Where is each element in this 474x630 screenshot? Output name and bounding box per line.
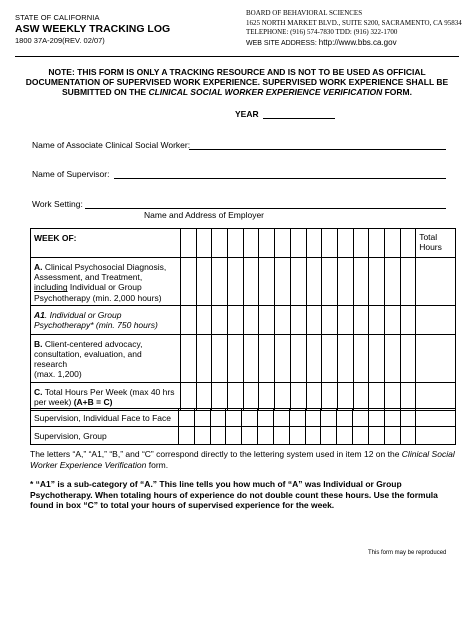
week-of-row: [31, 229, 456, 258]
week-cell[interactable]: [259, 229, 275, 258]
hours-cell[interactable]: [322, 305, 338, 334]
hours-cell[interactable]: [289, 427, 305, 445]
row-c-text-2: per week): [34, 396, 74, 407]
row-a-label-line-3: [34, 282, 177, 292]
hours-cell[interactable]: [384, 305, 400, 334]
hours-cell[interactable]: [400, 334, 416, 382]
hours-cell[interactable]: [226, 409, 242, 427]
row-b: [31, 334, 456, 382]
week-cell[interactable]: [181, 229, 197, 258]
form-number-code: 1800 37A-209: [15, 36, 63, 45]
hours-cell[interactable]: [243, 334, 259, 382]
hours-cell[interactable]: [228, 382, 244, 410]
hours-cell[interactable]: [259, 382, 275, 410]
week-cell[interactable]: [384, 229, 400, 258]
hours-cell[interactable]: [368, 409, 384, 427]
hours-cell[interactable]: [212, 334, 228, 382]
hours-cell[interactable]: [353, 427, 369, 445]
website-label: WEB SITE ADDRESS:: [246, 39, 317, 47]
note-line-3-start: SUBMITTED ON THE: [62, 87, 149, 98]
row-a-underlined: including: [34, 282, 68, 293]
state-label: STATE OF CALIFORNIA: [15, 13, 100, 22]
row-b-text-2: consultation, evaluation, and research: [34, 349, 142, 370]
hours-cell[interactable]: [275, 334, 291, 382]
weekly-log-table: [30, 228, 456, 411]
hours-cell[interactable]: [178, 427, 194, 445]
form-revision: (REV. 02/07): [62, 36, 105, 45]
website-link[interactable]: http://www.bbs.ca.gov: [318, 37, 397, 47]
row-a-text-1: Clinical Psychosocial Diagnosis,: [42, 262, 167, 272]
hours-cell[interactable]: [369, 305, 385, 334]
hours-cell[interactable]: [353, 334, 369, 382]
hours-cell[interactable]: [243, 382, 259, 410]
hours-cell[interactable]: [273, 427, 289, 445]
agency-telephone: TELEPHONE: (916) 574-7830 TDD: (916) 322-1700: [246, 28, 398, 37]
hours-cell[interactable]: [194, 409, 210, 427]
hours-cell[interactable]: [369, 258, 385, 306]
row-c-letter: C.: [34, 386, 43, 397]
header-divider: [15, 56, 459, 57]
hours-cell[interactable]: [210, 427, 226, 445]
total-hours-cell[interactable]: [416, 334, 456, 382]
hours-cell[interactable]: [228, 258, 244, 306]
hours-cell[interactable]: [384, 382, 400, 410]
week-cell[interactable]: [337, 229, 353, 258]
hours-cell[interactable]: [306, 382, 322, 410]
total-hours-line-1: Total: [419, 232, 438, 242]
row-a-letter: A.: [34, 262, 43, 272]
hours-cell[interactable]: [353, 258, 369, 306]
hours-cell[interactable]: [243, 258, 259, 306]
work-setting-label: Work Setting:: [32, 199, 83, 209]
hours-cell[interactable]: [178, 409, 194, 427]
hours-cell[interactable]: [337, 382, 353, 410]
hours-cell[interactable]: [181, 305, 197, 334]
note-line-1: NOTE: THIS FORM IS ONLY A TRACKING RESOURCE AND IS NOT TO BE USED AS OFFICIAL: [48, 67, 426, 77]
week-cell[interactable]: [275, 229, 291, 258]
lettering-explanation-form-name: Clinical Social Worker Experience Verification: [30, 449, 455, 470]
note-line-2: DOCUMENTATION OF SUPERVISED WORK EXPERIENCE. SUPERVISED WORK EXPERIENCE SHALL BE: [25, 77, 449, 88]
hours-cell[interactable]: [228, 305, 244, 334]
row-c-label: [31, 382, 181, 410]
hours-cell[interactable]: [258, 409, 274, 427]
hours-cell[interactable]: [242, 409, 258, 427]
associate-name-input-line[interactable]: [189, 149, 446, 150]
row-a1-letter: A1: [34, 309, 45, 320]
a1-footnote: [30, 479, 456, 511]
hours-cell[interactable]: [306, 334, 322, 382]
total-hours-cell[interactable]: [416, 409, 456, 427]
hours-cell[interactable]: [196, 382, 212, 410]
row-a-text-2: Assessment, and Treatment,: [34, 272, 143, 283]
row-a-text-3: Individual or Group: [67, 282, 142, 293]
employer-caption: Name and Address of Employer: [144, 210, 265, 220]
hours-cell[interactable]: [384, 258, 400, 306]
week-cell[interactable]: [306, 229, 322, 258]
row-a1: [31, 305, 456, 334]
hours-cell[interactable]: [273, 409, 289, 427]
hours-cell[interactable]: [322, 334, 338, 382]
hours-cell[interactable]: [194, 427, 210, 445]
row-c-label-line-1: [34, 387, 177, 397]
hours-cell[interactable]: [226, 427, 242, 445]
form-header-left: [15, 13, 170, 45]
hours-cell[interactable]: [259, 305, 275, 334]
hours-cell[interactable]: [181, 382, 197, 410]
a1-footnote-line-1: * “A1” is a sub-category of “A.” This line tells you how much of “A” was Individual or Group: [30, 479, 402, 489]
row-b-text-1: Client-centered advocacy,: [42, 338, 143, 349]
hours-cell[interactable]: [290, 258, 306, 306]
hours-cell[interactable]: [321, 427, 337, 445]
week-cell[interactable]: [353, 229, 369, 258]
hours-cell[interactable]: [337, 427, 353, 445]
total-hours-cell[interactable]: [416, 382, 456, 410]
lettering-explanation: [30, 449, 456, 470]
row-a: [31, 258, 456, 306]
row-c: [31, 382, 456, 410]
row-c-text-1: Total Hours Per Week (max 40 hrs: [42, 386, 175, 397]
row-a1-label-line-1: [34, 310, 177, 320]
lettering-explanation-start: The letters “A,” “A1,” “B,” and “C” correspond directly to the lettering system used in item 12 on the: [30, 449, 402, 459]
hours-cell[interactable]: [353, 305, 369, 334]
hours-cell[interactable]: [400, 382, 416, 410]
hours-cell[interactable]: [212, 382, 228, 410]
hours-cell[interactable]: [353, 409, 369, 427]
week-cell[interactable]: [212, 229, 228, 258]
week-cell[interactable]: [243, 229, 259, 258]
row-a-label-line-1: [34, 262, 177, 272]
week-cell[interactable]: [196, 229, 212, 258]
week-cell[interactable]: [290, 229, 306, 258]
hours-cell[interactable]: [353, 382, 369, 410]
week-cell[interactable]: [228, 229, 244, 258]
hours-cell[interactable]: [322, 258, 338, 306]
week-cell[interactable]: [322, 229, 338, 258]
form-title: ASW WEEKLY TRACKING LOG: [15, 23, 171, 35]
agency-name: BOARD OF BEHAVIORAL SCIENCES: [246, 9, 363, 17]
supervision-individual-label: Supervision, Individual Face to Face: [31, 409, 179, 427]
hours-cell[interactable]: [369, 334, 385, 382]
week-cell[interactable]: [369, 229, 385, 258]
agency-website: [246, 38, 462, 49]
hours-cell[interactable]: [305, 409, 321, 427]
hours-cell[interactable]: [337, 305, 353, 334]
supervisor-name-input-line[interactable]: [114, 178, 446, 179]
note-line-3: [18, 87, 456, 97]
hours-cell[interactable]: [181, 258, 197, 306]
hours-cell[interactable]: [290, 334, 306, 382]
row-b-letter: B.: [34, 338, 43, 349]
work-setting-input-line[interactable]: [85, 208, 446, 209]
total-hours-header: [416, 229, 456, 258]
row-b-label-line-1: [34, 339, 177, 349]
hours-cell[interactable]: [384, 409, 400, 427]
total-hours-cell[interactable]: [416, 427, 456, 445]
year-field: [235, 109, 335, 119]
hours-cell[interactable]: [196, 305, 212, 334]
hours-cell[interactable]: [337, 334, 353, 382]
row-b-text-3: (max. 1,200): [34, 369, 82, 380]
row-a-text-4: Psychotherapy (min. 2,000 hours): [34, 292, 162, 303]
hours-cell[interactable]: [210, 409, 226, 427]
reproduction-notice: This form may be reproduced: [368, 550, 447, 556]
hours-cell[interactable]: [369, 382, 385, 410]
hours-cell[interactable]: [181, 334, 197, 382]
row-a-label: [31, 258, 181, 306]
agency-block: [246, 9, 462, 48]
supervision-table: [30, 408, 456, 445]
lettering-explanation-end: form.: [146, 459, 169, 470]
hours-cell[interactable]: [384, 334, 400, 382]
hours-cell[interactable]: [212, 305, 228, 334]
hours-cell[interactable]: [275, 382, 291, 410]
form-number: [15, 36, 170, 45]
row-c-formula: (A+B = C): [73, 396, 113, 407]
hours-cell[interactable]: [400, 409, 416, 427]
row-a1-label: [31, 305, 181, 334]
supervision-individual-row: [31, 409, 456, 427]
note-line-3-form-name: CLINICAL SOCIAL WORKER EXPERIENCE VERIFICATION: [148, 87, 383, 98]
hours-cell[interactable]: [306, 305, 322, 334]
row-b-label: [31, 334, 181, 382]
agency-address: 1625 NORTH MARKET BLVD., SUITE S200, SACRAMENTO, CA 95834: [246, 18, 462, 27]
hours-cell[interactable]: [196, 334, 212, 382]
hours-cell[interactable]: [289, 409, 305, 427]
supervision-group-label: Supervision, Group: [31, 427, 179, 445]
hours-cell[interactable]: [275, 258, 291, 306]
hours-cell[interactable]: [228, 334, 244, 382]
row-a1-text-1: . Individual or Group: [44, 309, 122, 320]
hours-cell[interactable]: [400, 427, 416, 445]
hours-cell[interactable]: [290, 382, 306, 410]
a1-footnote-line-3: found in box “C” to total your hours of supervised experience for the week.: [30, 500, 335, 511]
total-hours-cell[interactable]: [416, 305, 456, 334]
hours-cell[interactable]: [290, 305, 306, 334]
hours-cell[interactable]: [258, 427, 274, 445]
year-label: YEAR: [235, 109, 259, 119]
note-block: [18, 67, 456, 98]
hours-cell[interactable]: [321, 409, 337, 427]
total-hours-cell[interactable]: [416, 258, 456, 306]
hours-cell[interactable]: [400, 305, 416, 334]
year-input-line[interactable]: [263, 109, 335, 119]
hours-cell[interactable]: [259, 258, 275, 306]
hours-cell[interactable]: [242, 427, 258, 445]
hours-cell[interactable]: [243, 305, 259, 334]
hours-cell[interactable]: [368, 427, 384, 445]
hours-cell[interactable]: [259, 334, 275, 382]
hours-cell[interactable]: [306, 258, 322, 306]
week-cell[interactable]: [400, 229, 416, 258]
hours-cell[interactable]: [384, 427, 400, 445]
supervision-group-row: [31, 427, 456, 445]
hours-cell[interactable]: [322, 382, 338, 410]
row-a1-text-2: Psychotherapy* (min. 750 hours): [34, 320, 158, 331]
row-c-label-line-2: [34, 397, 177, 407]
week-of-label: WEEK OF:: [31, 229, 181, 258]
total-hours-line-2: Hours: [419, 242, 442, 253]
hours-cell[interactable]: [337, 409, 353, 427]
a1-footnote-line-2: Psychotherapy. When totaling hours of experience do not double count these hours. Use the formula: [30, 489, 438, 500]
hours-cell[interactable]: [305, 427, 321, 445]
hours-cell[interactable]: [337, 258, 353, 306]
hours-cell[interactable]: [400, 258, 416, 306]
hours-cell[interactable]: [212, 258, 228, 306]
associate-name-label: Name of Associate Clinical Social Worker:: [32, 140, 191, 150]
hours-cell[interactable]: [275, 305, 291, 334]
supervisor-name-label: Name of Supervisor:: [32, 169, 110, 179]
note-line-3-end: FORM.: [382, 87, 412, 98]
hours-cell[interactable]: [196, 258, 212, 306]
